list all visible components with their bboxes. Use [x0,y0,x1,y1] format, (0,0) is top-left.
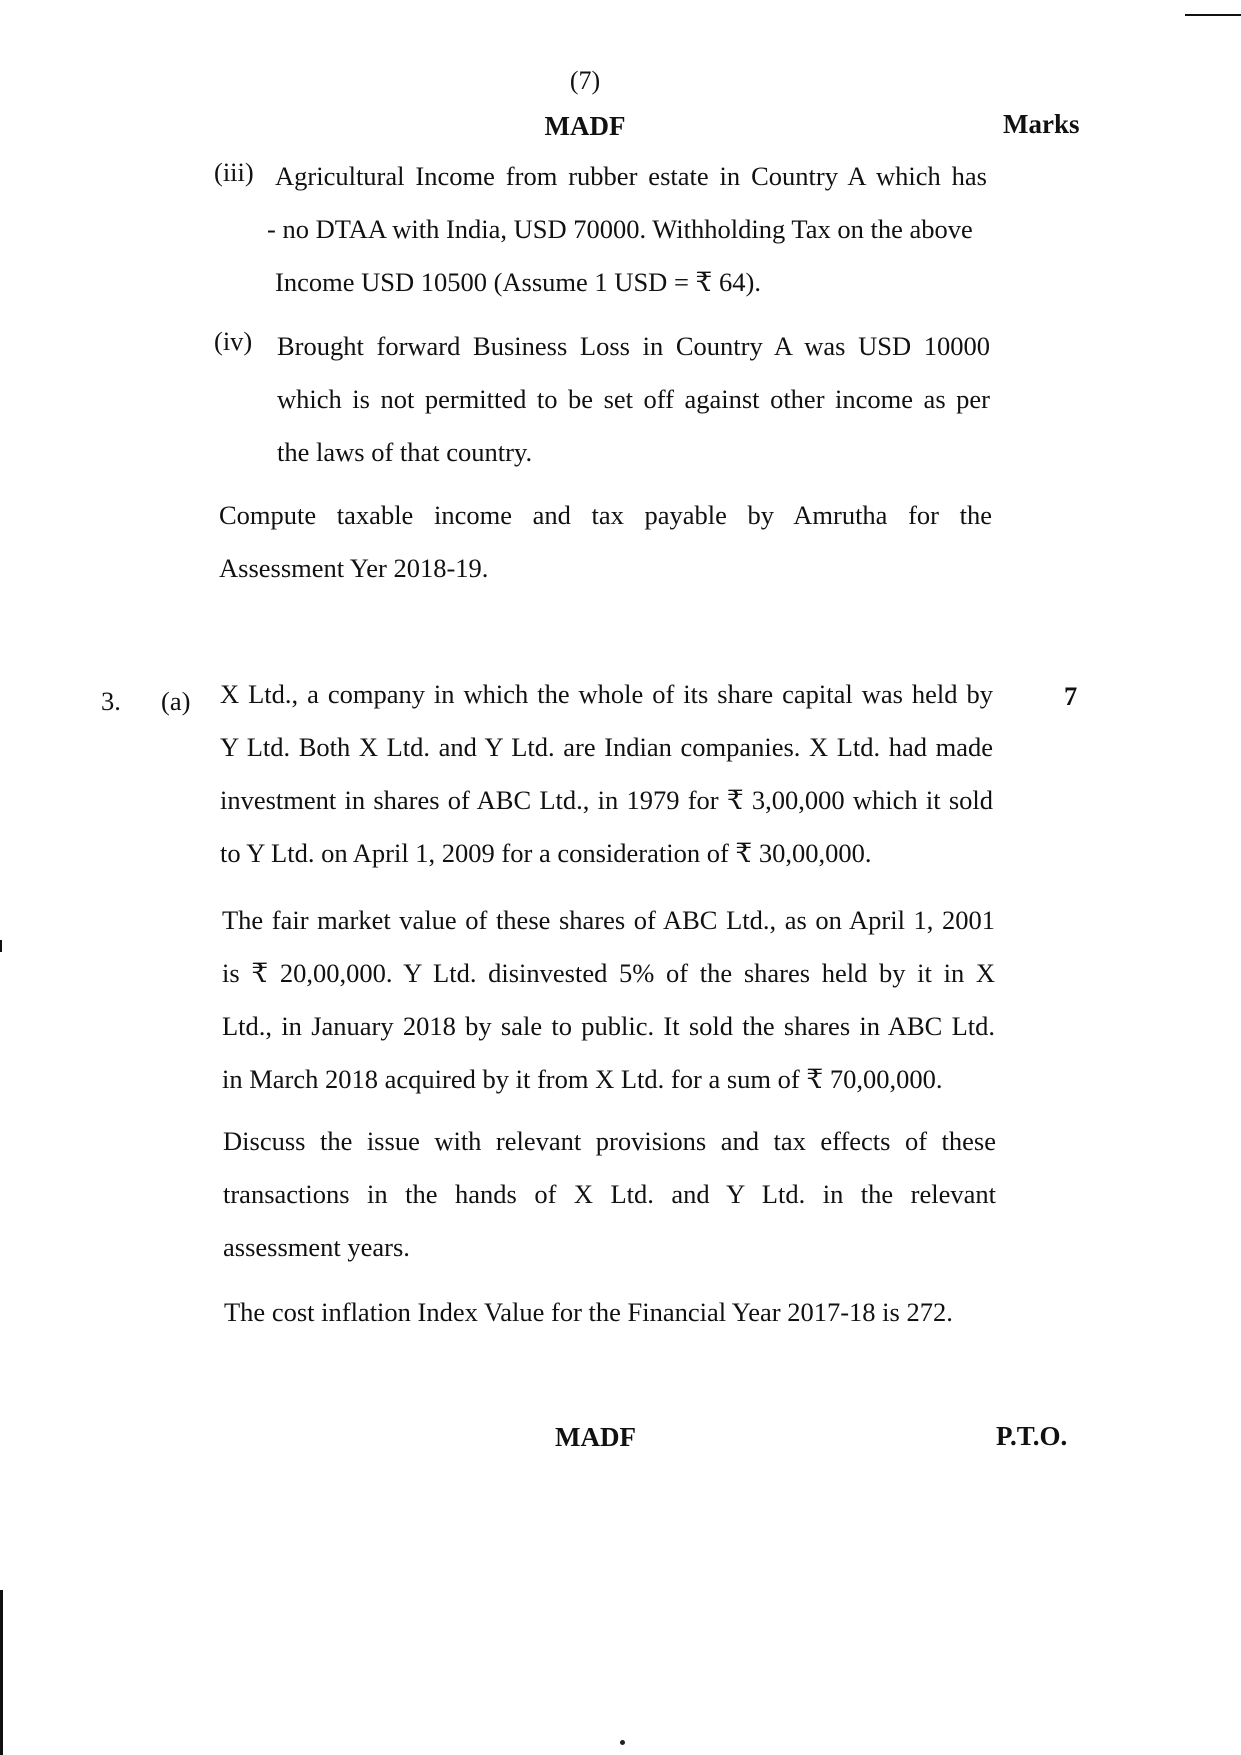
paragraph-line: assessment years. [223,1232,410,1262]
item-iii-line: - no DTAA with India, USD 70000. Withholding Tax on the above [267,214,973,244]
item-iv-text [277,320,990,479]
paragraph-line: is ₹ 20,00,000. Y Ltd. disinvested 5% of the shares held by it in X [222,958,995,988]
paragraph-line: X Ltd., a company in which the whole of its share capital was held by [220,679,993,709]
scan-edge-mark [1185,14,1241,16]
paragraph-line: The fair market value of these shares of ABC Ltd., as on April 1, 2001 [222,905,995,935]
instruction-line: Compute taxable income and tax payable by Amrutha for the [219,500,992,530]
item-iii-label: (iii) [214,157,254,187]
item-iii-text [267,150,987,309]
item-iv-line: the laws of that country. [277,437,533,467]
paragraph-line: Ltd., in January 2018 by sale to public. It sold the shares in ABC Ltd. [222,1011,995,1041]
scan-edge-mark [0,940,2,952]
paragraph-line: investment in shares of ABC Ltd., in 1979 for ₹ 3,00,000 which it sold [220,785,993,815]
item-iii-line: Income USD 10500 (Assume 1 USD = ₹ 64). [275,267,761,297]
paper-code-footer: MADF [555,1422,636,1452]
question-3-part-a-label: (a) [161,686,191,716]
marks-column-heading: Marks [1003,109,1080,139]
compute-instruction [219,489,992,595]
question-3-number: 3. [101,686,121,716]
question-3-paragraph-3 [223,1115,996,1274]
paragraph-line: transactions in the hands of X Ltd. and Y Ltd. in the relevant [223,1179,996,1209]
paragraph-line: Discuss the issue with relevant provisions and tax effects of these [223,1126,996,1156]
please-turn-over: P.T.O. [996,1421,1068,1451]
paragraph-line: Y Ltd. Both X Ltd. and Y Ltd. are Indian companies. X Ltd. had made [220,732,993,762]
question-3-paragraph-2 [222,894,995,1106]
paragraph-line: The cost inflation Index Value for the Financial Year 2017-18 is 272. [224,1297,953,1327]
paper-code-header: MADF [544,111,626,141]
question-3-paragraph-4 [224,1286,997,1339]
item-iv-label: (iv) [214,326,253,356]
paragraph-line: in March 2018 acquired by it from X Ltd. for a sum of ₹ 70,00,000. [222,1064,943,1094]
question-3-paragraph-1 [220,668,993,880]
scan-edge-mark [0,1590,3,1755]
item-iv-line: which is not permitted to be set off against other income as per [277,384,990,414]
item-iii-line: Agricultural Income from rubber estate in Country A which has [275,161,987,191]
item-iv-line: Brought forward Business Loss in Country A was USD 10000 [277,331,990,361]
paragraph-line: to Y Ltd. on April 1, 2009 for a consideration of ₹ 30,00,000. [220,838,872,868]
instruction-line: Assessment Yer 2018-19. [219,553,489,583]
scan-speck [620,1740,625,1745]
question-3-marks: 7 [1064,681,1078,711]
page-number: (7) [569,66,601,95]
